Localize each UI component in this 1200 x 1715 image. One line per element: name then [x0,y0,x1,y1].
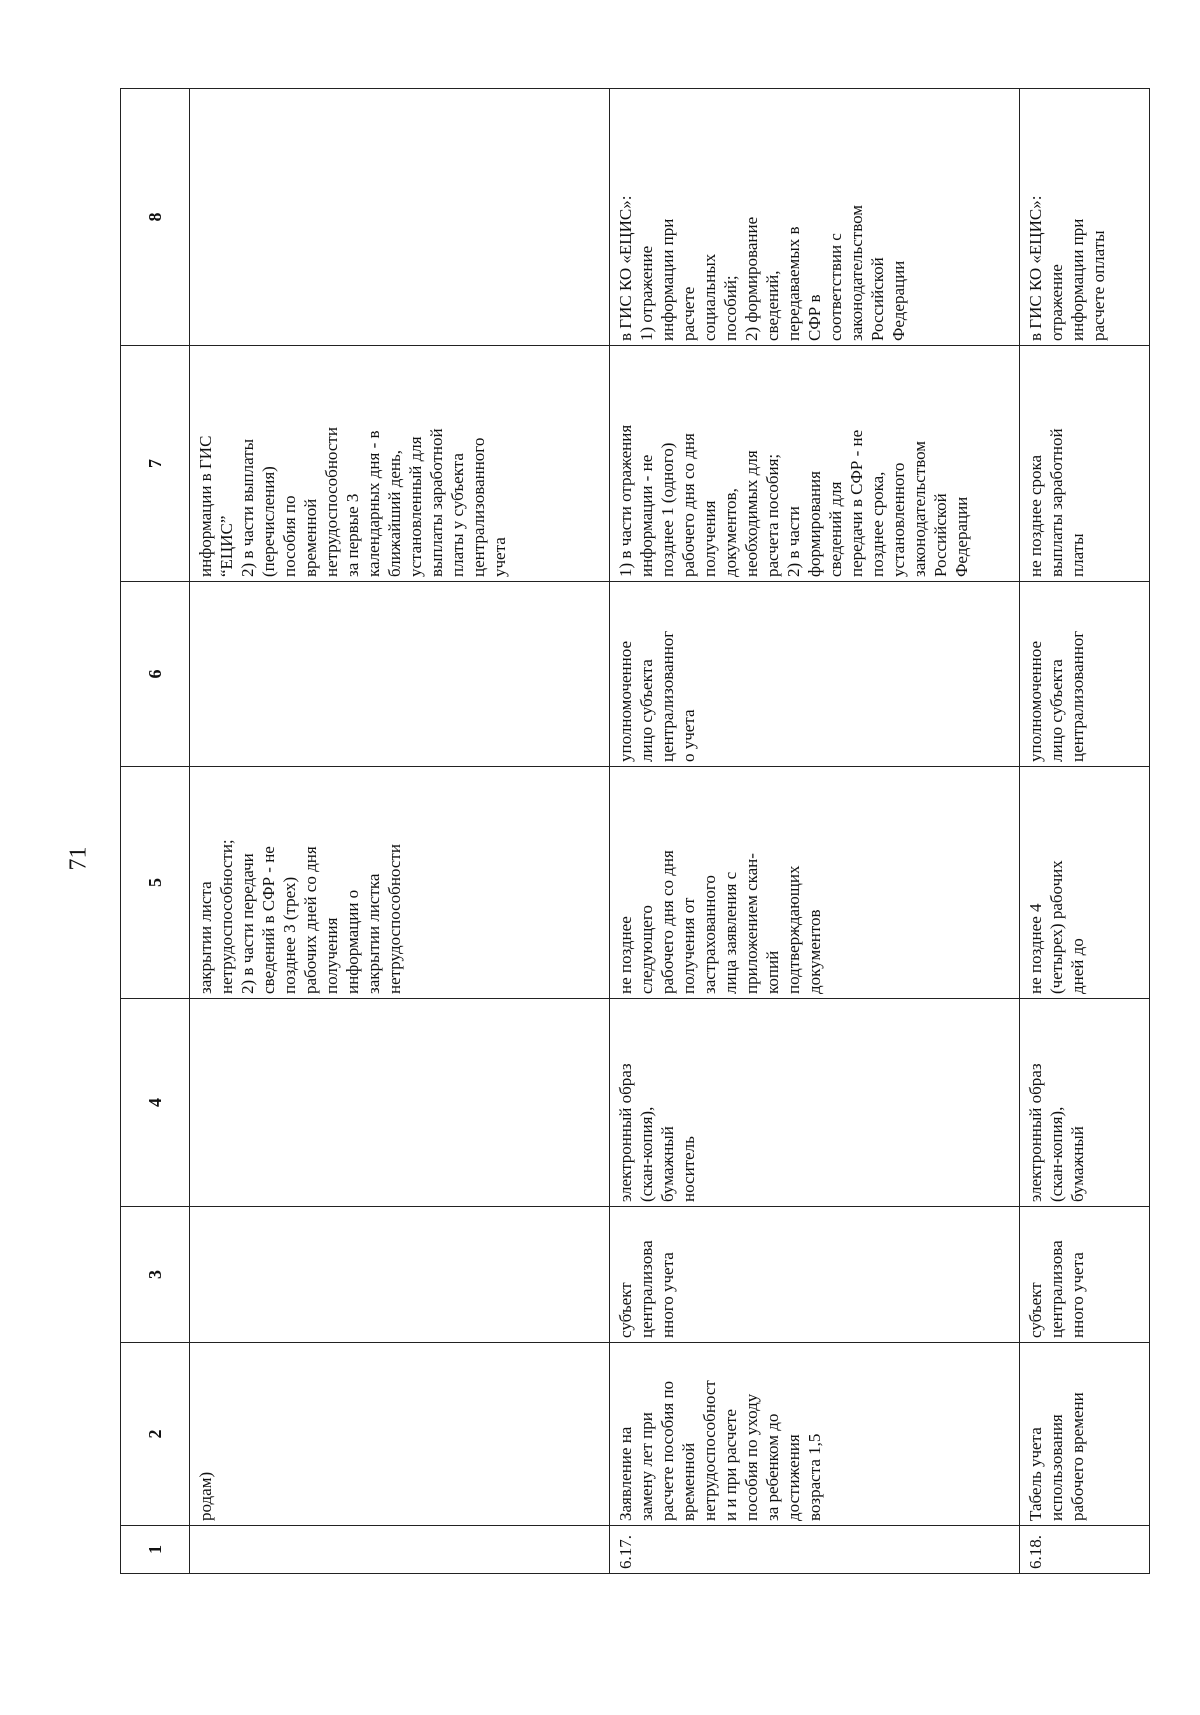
column-header: 6 [121,582,190,767]
column-header: 4 [121,999,190,1207]
table-cell: закрытии листа нетрудоспособности; 2) в части передачи сведений в СФР - не позднее 3 (трех) рабочих дней со дня получения информации о закрытии листка нетрудоспособности [190,767,610,999]
document-table [120,88,1150,1574]
table-cell [190,89,610,346]
table-cell: электронный образ (скан-копия), бумажный носитель [610,999,1020,1207]
column-header: 7 [121,346,190,582]
page-number: 71 [65,846,92,871]
table-cell: 1) в части отражения информации - не позднее 1 (одного) рабочего дня со дня получения документов, необходимых для расчета пособия; 2) в части формирования сведений для передачи в СФР - не позднее срока, установленного законодательством Российской Федерации [610,346,1020,582]
column-header: 8 [121,89,190,346]
table-cell: электронный образ (скан-копия), бумажный [1020,999,1150,1207]
table-row [1020,89,1150,1574]
table-cell: в ГИС КО «ЕЦИС»: 1) отражение информации при расчете социальных пособий; 2) формирование сведений, передаваемых в СФР в соответствии с законодательством Российской Федерации [610,89,1020,346]
table-cell: не позднее срока выплаты заработной платы [1020,346,1150,582]
table-row [610,89,1020,1574]
table-cell [190,999,610,1207]
column-header: 3 [121,1207,190,1343]
table-cell: Табель учета использования рабочего времени [1020,1343,1150,1526]
table-cell: уполномоченное лицо субъекта централизованног о учета [610,582,1020,767]
table-cell: не позднее 4 (четырех) рабочих дней до [1020,767,1150,999]
table-cell [190,1526,610,1574]
column-header: 2 [121,1343,190,1526]
column-header: 1 [121,1526,190,1574]
table-cell: уполномоченное лицо субъекта централизованног [1020,582,1150,767]
table-header-row [121,89,190,1574]
rotated-table-page [120,89,1108,1574]
table-cell: 6.17. [610,1526,1020,1574]
table-cell: 6.18. [1020,1526,1150,1574]
table-cell: родам) [190,1343,610,1526]
table-cell: не позднее следующего рабочего дня со дня получения от застрахованного лица заявления с приложением скан- копий подтверждающих документов [610,767,1020,999]
table-cell [190,582,610,767]
table-cell: информации в ГИС “ЕЦИС” 2) в части выплаты (перечисления) пособия по временной нетрудоспособности за первые 3 календарных дня - в ближайший день, установленный для выплаты заработной платы у субъекта централизованного учета [190,346,610,582]
table-cell: субъект централизова нного учета [610,1207,1020,1343]
column-header: 5 [121,767,190,999]
table-row [190,89,610,1574]
table-cell: субъект централизова нного учета [1020,1207,1150,1343]
table-cell: в ГИС КО «ЕЦИС»: отражение информации при расчете оплаты [1020,89,1150,346]
table-cell: Заявление на замену лет при расчете пособия по временной нетрудоспособност и и при расчете пособия по уходу за ребенком до достижения возраста 1,5 [610,1343,1020,1526]
table-cell [190,1207,610,1343]
